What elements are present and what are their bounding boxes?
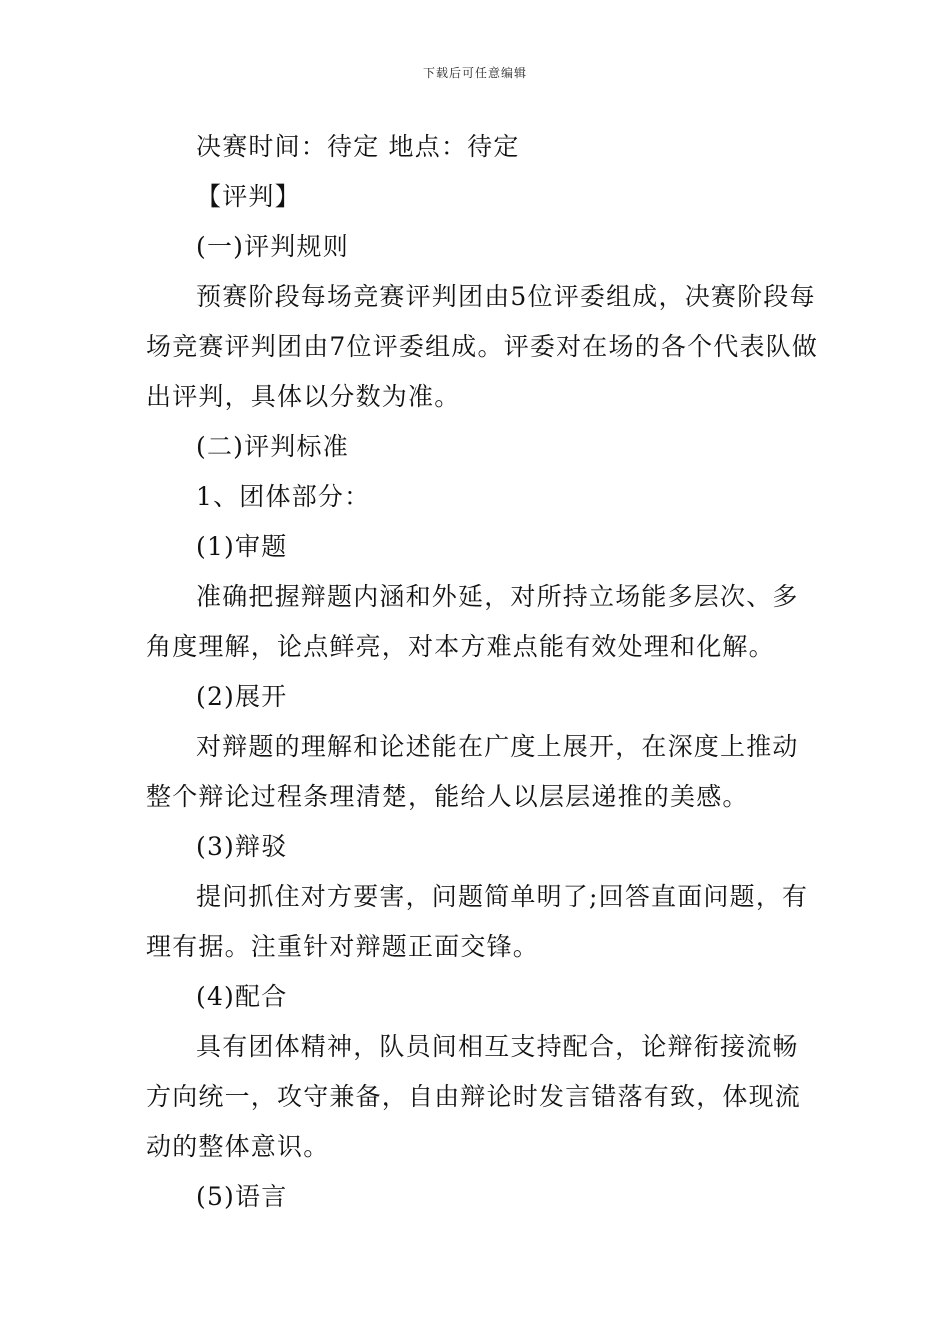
paragraph-line: 出评判，具体以分数为准。 — [146, 382, 461, 411]
item-heading-rebuttal: (3)辩驳 — [196, 832, 288, 861]
subheading-judging-rules: (一)评判规则 — [196, 232, 349, 261]
subheading-judging-criteria: (二)评判标准 — [196, 432, 349, 461]
paragraph-line: 方向统一，攻守兼备，自由辩论时发言错落有致，体现流 — [146, 1082, 802, 1111]
paragraph-line: 场竞赛评判团由7位评委组成。评委对在场的各个代表队做 — [146, 332, 819, 361]
paragraph-line: 理有据。注重针对辩题正面交锋。 — [146, 932, 540, 961]
paragraph-line: 动的整体意识。 — [146, 1132, 330, 1161]
paragraph-line: 角度理解，论点鲜亮，对本方难点能有效处理和化解。 — [146, 632, 775, 661]
final-time-location-line: 决赛时间：待定 地点：待定 — [196, 132, 520, 161]
document-body — [146, 122, 819, 1222]
subheading-team-part: 1、团体部分： — [196, 482, 371, 511]
header-note: 下载后可任意编辑 — [422, 66, 527, 80]
item-heading-cooperation: (4)配合 — [196, 982, 288, 1011]
paragraph-line: 准确把握辩题内涵和外延，对所持立场能多层次、多 — [196, 582, 799, 611]
item-heading-development: (2)展开 — [196, 682, 288, 711]
paragraph-line: 整个辩论过程条理清楚，能给人以层层递推的美感。 — [146, 782, 749, 811]
paragraph-line: 提问抓住对方要害，问题简单明了;回答直面问题，有 — [196, 882, 809, 911]
paragraph-line: 预赛阶段每场竞赛评判团由5位评委组成，决赛阶段每 — [196, 282, 816, 311]
paragraph-line: 对辩题的理解和论述能在广度上展开，在深度上推动 — [196, 732, 799, 761]
item-heading-topic-review: (1)审题 — [196, 532, 288, 561]
item-heading-language: (5)语言 — [196, 1182, 288, 1211]
section-heading-judging: 【评判】 — [196, 182, 301, 211]
paragraph-line: 具有团体精神，队员间相互支持配合，论辩衔接流畅 — [196, 1032, 799, 1061]
